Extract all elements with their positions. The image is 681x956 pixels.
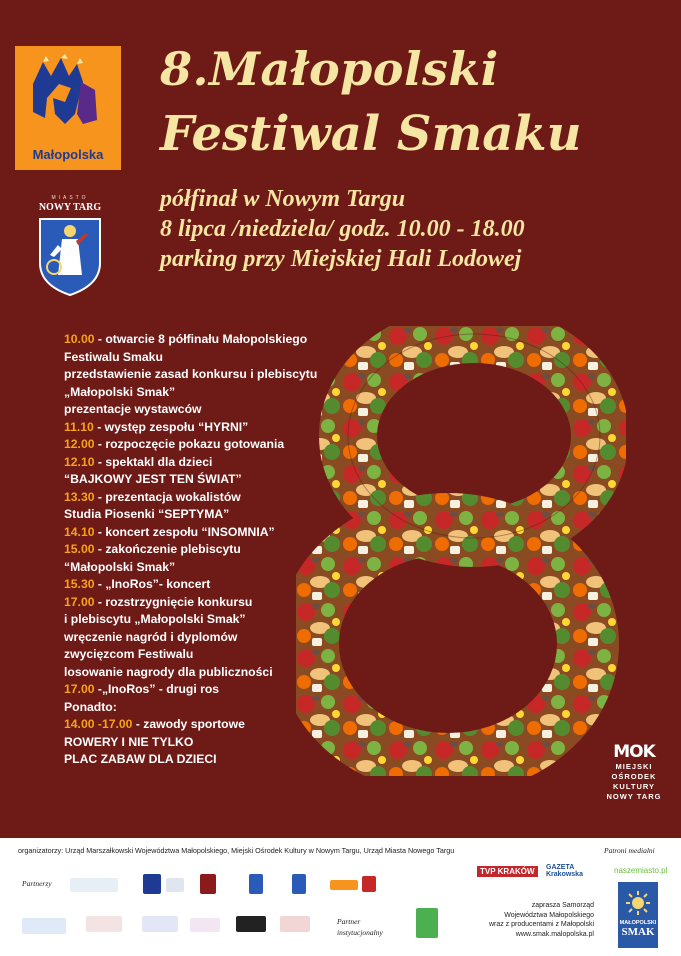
invitation-text (474, 901, 594, 939)
event-date-line: 8 lipca /niedziela/ godz. 10.00 - 18.00 (160, 216, 525, 242)
partner-crest-logo (292, 874, 306, 894)
program-text: przedstawienie zasad konkursu i plebiscytu (64, 367, 318, 381)
gazeta-logo-line-1: GAZETA (546, 864, 575, 871)
malopolska-logo-label: Małopolska (32, 147, 104, 162)
website-link[interactable]: www.smak.malopolska.pl (515, 930, 594, 938)
program-time: 15.30 (64, 577, 95, 591)
partner-crest-logo (249, 874, 263, 894)
mok-line-2: OŚRODEK (611, 772, 657, 781)
mok-line-3: KULTURY (613, 782, 655, 791)
institutional-partner-line-1: Partner (337, 917, 361, 926)
partner-logo (280, 916, 310, 932)
program-time: 12.00 (64, 437, 95, 451)
mok-line-1: MIEJSKI (615, 762, 653, 771)
program-text: - rozstrzygnięcie konkursu (94, 594, 253, 609)
program-text: Ponadto: (64, 699, 117, 714)
program-text: “Małopolski Smak” (64, 559, 176, 574)
festival-title-line-1: 8.Małopolski (160, 42, 499, 96)
smak-logo-line-1: MAŁOPOLSKI (619, 920, 657, 926)
gazeta-logo-line-2: Krakowska (546, 871, 583, 878)
nowy-targ-label: NOWY TARG (38, 202, 102, 213)
program-text: - rozpoczęcie pokazu gotowania (94, 437, 285, 451)
mok-small-logo (236, 916, 266, 932)
institutional-partner-label (337, 916, 383, 938)
partner-logo (86, 916, 122, 932)
program-text: prezentacje wystawców (64, 402, 202, 416)
festival-title-line-2: Festiwal Smaku (160, 106, 582, 162)
malopolska-crown-icon (25, 54, 111, 134)
event-venue-line: parking przy Miejskiej Hali Lodowej (160, 246, 522, 272)
organizers-text: organizatorzy: Urząd Marszałkowski Województwa Małopolskiego, Miejski Ośrodek Kultury w Nowym Targu, Urząd Miasta Nowego Targu (18, 846, 455, 855)
program-text: - otwarcie 8 półfinału Małopolskiego (94, 332, 308, 346)
program-text: Studia Piosenki “SEPTYMA” (64, 507, 230, 521)
wodr-logo (416, 908, 438, 938)
partner-logo (22, 918, 66, 934)
nowy-targ-coat-of-arms-icon (36, 215, 104, 297)
program-text: - zawody sportowe (132, 717, 245, 731)
program-time: 13.30 (64, 489, 95, 504)
program-text: - „InoRos”- koncert (94, 577, 211, 591)
program-time: 10.00 (64, 332, 95, 346)
program-text: - zakończenie plebiscytu (94, 542, 241, 556)
nowy-targ-crest (30, 195, 110, 305)
program-text: PLAC ZABAW DLA DZIECI (64, 752, 217, 766)
partner-logo (70, 878, 118, 892)
program-time: 14.00 -17.00 (64, 717, 133, 731)
program-text: losowanie nagrody dla publiczności (64, 664, 273, 679)
sun-icon (625, 890, 651, 916)
partner-logo (143, 874, 161, 894)
smak-logo-line-2: SMAK (621, 926, 655, 938)
program-text: “BAJKOWY JEST TEN ŚWIAT” (64, 472, 242, 486)
program-text: Festiwalu Smaku (64, 349, 163, 364)
program-text: wręczenie nagród i dyplomów (64, 629, 238, 644)
naszemiasto-logo: naszemiasto.pl (614, 866, 668, 875)
mok-logo (604, 742, 664, 802)
program-time: 15.00 (64, 542, 95, 556)
institutional-partner-line-2: instytucjonalny (337, 928, 383, 937)
program-text: „Małopolski Smak” (64, 384, 176, 399)
media-patrons-label: Patroni medialni (604, 846, 655, 855)
program-time: 17.00 (64, 594, 95, 609)
program-time: 14.10 (64, 524, 95, 539)
program-text: - koncert zespołu “INSOMNIA” (94, 524, 275, 539)
partner-crest-logo (362, 876, 376, 892)
poster-footer (0, 838, 681, 956)
partner-logo (330, 880, 358, 890)
program-text: - prezentacja wokalistów (94, 489, 241, 504)
partner-logo (190, 918, 220, 932)
food-figure-eight-image (296, 326, 626, 776)
mok-logo-mark: MOK (613, 742, 655, 762)
program-text: ROWERY I NIE TYLKO (64, 734, 194, 749)
program-text: -„InoRos” - drugi ros (94, 682, 220, 696)
partner-logo (142, 916, 178, 932)
malopolska-logo (15, 46, 121, 170)
program-time: 17.00 (64, 682, 95, 696)
gazeta-krakowska-logo (546, 864, 583, 878)
nowy-targ-small-label: MIASTO (51, 195, 89, 201)
program-text: zwycięzcom Festiwalu (64, 647, 194, 661)
program-text: i plebiscytu „Małopolski Smak” (64, 612, 246, 626)
mok-line-4: NOWY TARG (606, 792, 662, 801)
partner-crest-logo (200, 874, 216, 894)
malopolski-smak-logo (618, 882, 658, 948)
invite-line-2: Województwa Małopolskiego (504, 911, 594, 919)
partner-logo (166, 878, 184, 892)
invite-line-3: wraz z producentami z Małopolski (488, 921, 594, 928)
program-text: - spektakl dla dzieci (94, 454, 213, 469)
event-location-line: półfinał w Nowym Targu (160, 186, 406, 212)
tvp-krakow-logo: TVP KRAKÓW (477, 866, 538, 877)
program-text: - występ zespołu “HYRNI” (93, 419, 249, 434)
partners-label: Partnerzy (22, 879, 52, 888)
invite-line-1: zaprasza Samorząd (531, 902, 594, 909)
program-time: 12.10 (64, 454, 95, 469)
program-time: 11.10 (64, 419, 94, 434)
